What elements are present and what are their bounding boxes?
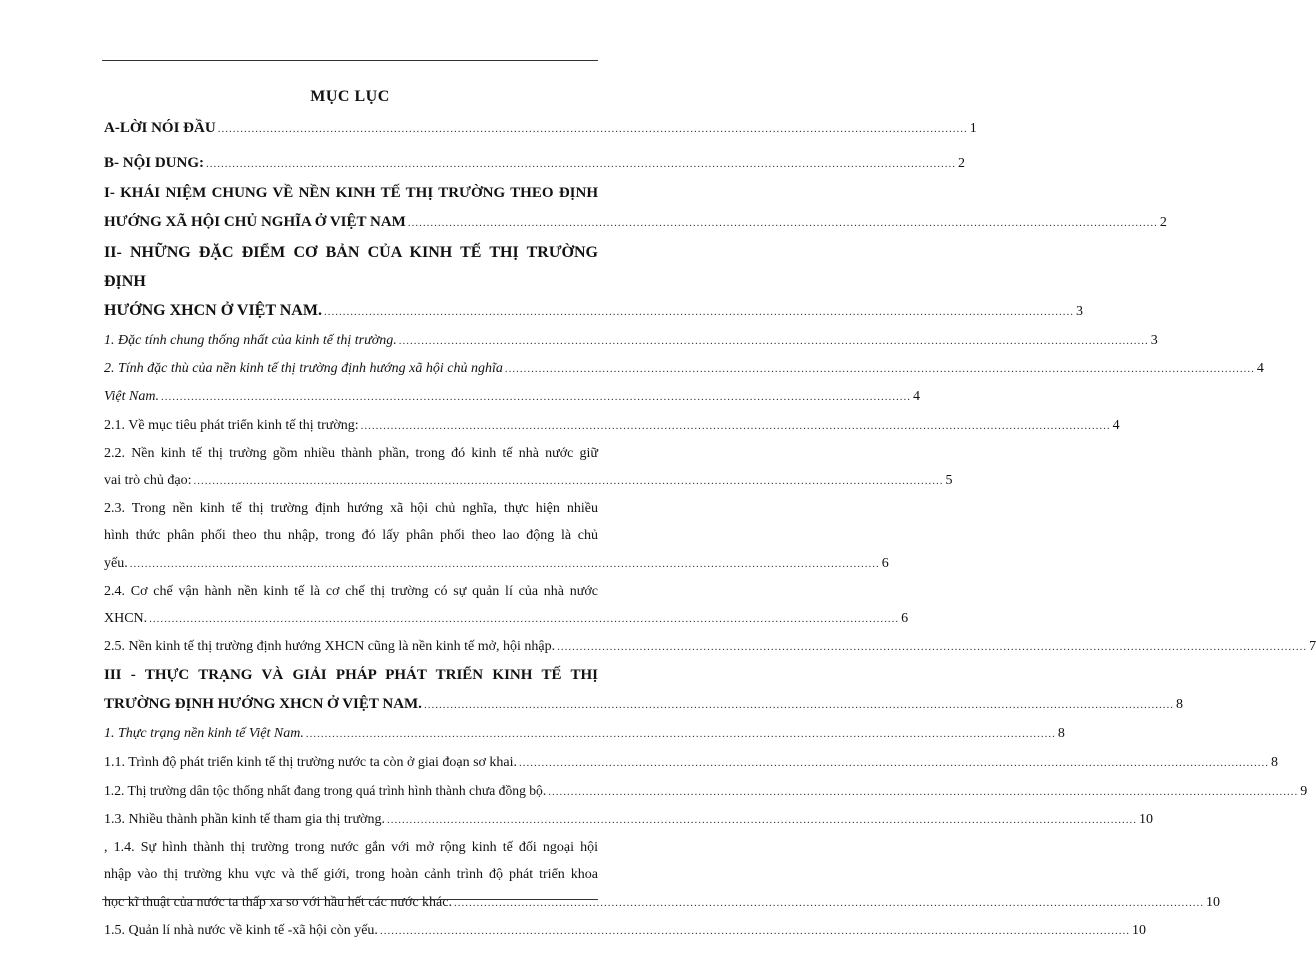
toc-entry-1-3[interactable] — [104, 806, 1153, 834]
toc-entry-2-continued[interactable] — [104, 383, 920, 411]
dot-leader: ........................................................................................................................................................................................................ — [360, 419, 1111, 432]
footer-rule — [102, 899, 598, 900]
toc-entry-text: 1. Đặc tính chung thống nhất của kinh tế thị trường. — [104, 333, 397, 348]
toc-entry-text: HƯỚNG XÃ HỘI CHỦ NGHĨA Ở VIỆT NAM — [104, 214, 406, 230]
toc-page-number: 6 — [881, 555, 889, 571]
toc-page-number: 4 — [1256, 361, 1264, 377]
toc-entry-noi-dung[interactable] — [104, 149, 965, 179]
toc-page-number: 4 — [912, 389, 920, 405]
toc-page-number: 8 — [1271, 754, 1279, 770]
toc-entry-text: 1.2. Thị trường dân tộc thống nhất đang trong quá trình hình thành chưa đồng bộ. — [104, 782, 547, 798]
toc-entry-1-5[interactable] — [104, 917, 1146, 945]
toc-page-number: 3 — [1075, 304, 1083, 319]
toc-entry-section-3[interactable] — [104, 661, 1183, 720]
toc-entry-loi-noi-dau[interactable] — [104, 114, 977, 149]
toc-page-number: 4 — [1112, 417, 1120, 433]
toc-entry-text: TRƯỜNG ĐỊNH HƯỚNG XHCN Ở VIỆT NAM. — [104, 696, 422, 713]
toc-entry-text: II- NHỮNG ĐẶC ĐIỂM CƠ BẢN CỦA KINH TẾ THỊ TRƯỜNG ĐỊNH — [104, 244, 598, 290]
toc-page-number: 7 — [1309, 639, 1316, 655]
toc-entry-text: I- KHÁI NIỆM CHUNG VỀ NỀN KINH TẾ THỊ TRƯỜNG THEO ĐỊNH — [104, 185, 598, 201]
toc-entry-text: 1.5. Quản lí nhà nước về kinh tế -xã hội còn yếu. — [104, 922, 378, 938]
toc-page-number: 1 — [969, 121, 977, 136]
toc-page-number: 8 — [1057, 726, 1065, 742]
dot-leader: ........................................................................................................................................................................................................ — [206, 158, 956, 170]
toc-entry-text: yếu. — [104, 555, 128, 571]
toc-entry-2-4[interactable] — [104, 578, 909, 633]
toc-entry-text: A-LỜI NÓI ĐẦU — [104, 120, 216, 136]
toc-entry-2[interactable] — [104, 355, 1264, 383]
toc-page-number: 8 — [1175, 697, 1183, 713]
toc-entry-text: HƯỚNG XHCN Ở VIỆT NAM. — [104, 302, 322, 319]
toc-entry-text: 2.2. Nền kinh tế thị trường gồm nhiều thành phần, trong đó kinh tế nhà nước giữ — [104, 445, 598, 461]
toc-entry-2-2[interactable] — [104, 440, 953, 495]
toc-page-number: 5 — [945, 473, 953, 489]
toc-entry-1-2[interactable] — [104, 777, 1308, 806]
dot-leader: ........................................................................................................................................................................................................ — [504, 363, 1255, 376]
toc-page-number: 10 — [1138, 812, 1153, 828]
toc-entry-1-1[interactable] — [104, 749, 1279, 777]
dot-leader: ........................................................................................................................................................................................................ — [398, 335, 1149, 347]
toc-entry-text: 2.5. Nền kinh tế thị trường định hướng XHCN cũng là nền kinh tế mở, hội nhập. — [104, 639, 556, 655]
page-title: MỤC LỤC — [310, 88, 390, 105]
toc-entry-2-3[interactable] — [104, 495, 889, 578]
toc-entry-text: , 1.4. Sự hình thành thị trường trong nước gắn với mở rộng kinh tế đối ngoại hội — [104, 840, 598, 856]
dot-leader: ........................................................................................................................................................................................................ — [453, 896, 1204, 909]
toc-entry-2-1[interactable] — [104, 412, 1120, 440]
header-rule — [102, 60, 598, 61]
toc-entry-text: nhập vào thị trường khu vực và thế giới, trong hoàn cảnh trình độ phát triển khoa — [104, 867, 598, 883]
table-of-contents — [104, 114, 1316, 945]
dot-leader: ........................................................................................................................................................................................................ — [149, 613, 900, 626]
dot-leader: ........................................................................................................................................................................................................ — [548, 785, 1299, 798]
dot-leader: ........................................................................................................................................................................................................ — [129, 557, 880, 570]
toc-entry-text: vai trò chủ đạo: — [104, 473, 192, 489]
toc-entry-text: XHCN. — [104, 611, 148, 627]
toc-page-number: 9 — [1300, 783, 1308, 799]
toc-entry-text: 1.3. Nhiều thành phần kinh tế tham gia thị trường. — [104, 812, 385, 828]
dot-leader: ........................................................................................................................................................................................................ — [160, 391, 911, 404]
toc-page-number: 2 — [958, 156, 965, 171]
toc-entry-text: III - THỰC TRẠNG VÀ GIẢI PHÁP PHÁT TRIỂN KINH TẾ THỊ — [104, 667, 598, 684]
toc-entry-text: 2.3. Trong nền kinh tế thị trường định hướng xã hội chủ nghĩa, thực hiện nhiều — [104, 501, 598, 517]
dot-leader: ........................................................................................................................................................................................................ — [379, 924, 1130, 937]
dot-leader: ........................................................................................................................................................................................................ — [557, 641, 1308, 654]
toc-entry-text: B- NỘI DUNG: — [104, 155, 204, 171]
toc-page-number: 3 — [1150, 333, 1158, 348]
toc-entry-text: học kĩ thuật của nước ta thấp xa so với hầu hết các nước khác. — [104, 894, 452, 910]
toc-entry-text: 1. Thực trạng nền kinh tế Việt Nam. — [104, 726, 304, 742]
toc-entry-section-2[interactable] — [104, 238, 1083, 327]
dot-leader: ........................................................................................................................................................................................................ — [407, 217, 1158, 229]
toc-entry-text: hình thức phân phối theo thu nhập, trong đó lấy phân phối theo lao động là chủ — [104, 528, 598, 544]
toc-entry-3-1[interactable] — [104, 720, 1065, 748]
toc-entry-text: Việt Nam. — [104, 389, 159, 405]
toc-entry-1-4[interactable] — [104, 834, 1220, 917]
toc-page-number: 6 — [901, 611, 909, 627]
toc-entry-text: 2. Tính đặc thù của nền kinh tế thị trường định hướng xã hội chủ nghĩa — [104, 361, 503, 377]
dot-leader: ........................................................................................................................................................................................................ — [193, 475, 944, 488]
toc-page-number: 10 — [1131, 922, 1146, 938]
toc-entry-text: 2.4. Cơ chế vận hành nền kinh tế là cơ chế thị trường có sự quản lí của nhà nước — [104, 583, 598, 599]
dot-leader: ........................................................................................................................................................................................................ — [217, 123, 968, 135]
dot-leader: ........................................................................................................................................................................................................ — [386, 814, 1137, 827]
toc-entry-2-5[interactable] — [104, 633, 1316, 661]
toc-entry-text: 1.1. Trình độ phát triển kinh tế thị trường nước ta còn ở giai đoạn sơ khai. — [104, 754, 518, 770]
toc-page-number: 10 — [1205, 894, 1220, 910]
toc-entry-section-1[interactable] — [104, 179, 1167, 238]
dot-leader: ........................................................................................................................................................................................................ — [305, 728, 1056, 741]
dot-leader: ........................................................................................................................................................................................................ — [323, 306, 1074, 318]
toc-entry-text: 2.1. Về mục tiêu phát triển kinh tế thị trường: — [104, 417, 359, 433]
toc-entry-1[interactable] — [104, 327, 1158, 355]
dot-leader: ........................................................................................................................................................................................................ — [519, 756, 1270, 769]
toc-page-number: 2 — [1159, 215, 1167, 230]
dot-leader: ........................................................................................................................................................................................................ — [423, 699, 1174, 712]
